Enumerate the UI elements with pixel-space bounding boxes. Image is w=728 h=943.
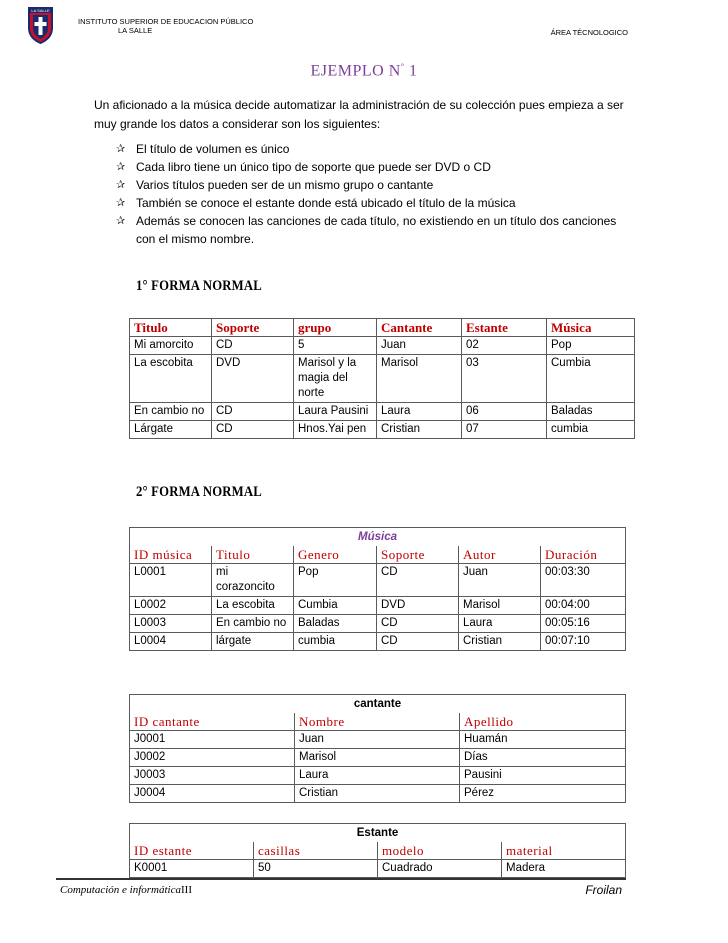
column-header: ID música: [130, 546, 212, 564]
footer-course-suffix: III: [181, 884, 192, 896]
table-cell: Cristian: [377, 421, 462, 439]
star-bullet-icon: ✰: [116, 161, 126, 173]
table-cell: Mi amorcito: [130, 337, 212, 355]
table-cell: Baladas: [294, 615, 377, 633]
star-bullet-icon: ✰: [116, 179, 126, 191]
table-row: [130, 785, 626, 803]
table-cell: 50: [254, 860, 378, 878]
table-cell: 00:04:00: [541, 597, 626, 615]
column-header: Titulo: [130, 319, 212, 337]
table-cell: lárgate: [212, 633, 294, 651]
table-cell: La escobita: [130, 355, 212, 403]
column-header: Genero: [294, 546, 377, 564]
table-cell: 00:03:30: [541, 564, 626, 597]
musica-table: [129, 527, 626, 651]
column-header: Estante: [462, 319, 547, 337]
table-cell: DVD: [377, 597, 459, 615]
table-row: [130, 860, 626, 878]
column-header: Música: [547, 319, 635, 337]
column-header: Soporte: [377, 546, 459, 564]
table-caption-row: [130, 824, 626, 843]
table-cell: 06: [462, 403, 547, 421]
table-row: [130, 597, 626, 615]
table-cell: CD: [377, 564, 459, 597]
table-cell: Laura: [377, 403, 462, 421]
column-header: Autor: [459, 546, 541, 564]
list-item: [116, 176, 626, 194]
column-header: grupo: [294, 319, 377, 337]
table-header-row: [130, 546, 626, 564]
table-cell: Pausini: [460, 767, 626, 785]
list-item-text: El título de volumen es único: [136, 142, 290, 156]
table-cell: CD: [377, 615, 459, 633]
table-cell: Juan: [377, 337, 462, 355]
list-item: [116, 140, 626, 158]
table-caption: Estante: [130, 824, 626, 843]
title-text: EJEMPLO N: [310, 62, 401, 80]
column-header: modelo: [378, 842, 502, 860]
table-cell: Juan: [459, 564, 541, 597]
table-cell: mi corazoncito: [212, 564, 294, 597]
column-header: casillas: [254, 842, 378, 860]
column-header: Cantante: [377, 319, 462, 337]
table-row: [130, 731, 626, 749]
cantante-table: [129, 694, 626, 803]
list-item: [116, 194, 626, 212]
title-degree: °: [400, 62, 405, 71]
footer-author: Froilan: [585, 883, 622, 897]
footer-course-name: Computación e informática: [60, 884, 181, 896]
table-cell: CD: [212, 421, 294, 439]
table-row: [130, 633, 626, 651]
table-cell: L0003: [130, 615, 212, 633]
first-normal-form-table: [129, 318, 635, 439]
table-header-row: [130, 319, 635, 337]
table-cell: Cumbia: [547, 355, 635, 403]
table-cell: CD: [212, 337, 294, 355]
table-cell: Lárgate: [130, 421, 212, 439]
table-cell: La escobita: [212, 597, 294, 615]
table-cell: CD: [377, 633, 459, 651]
list-item-text: Varios títulos pueden ser de un mismo grupo o cantante: [136, 178, 434, 192]
table-cell: 5: [294, 337, 377, 355]
table-cell: DVD: [212, 355, 294, 403]
table-cell: 07: [462, 421, 547, 439]
table-row: [130, 421, 635, 439]
table-header-row: [130, 713, 626, 731]
star-bullet-icon: ✰: [116, 143, 126, 155]
column-header: Titulo: [212, 546, 294, 564]
table-cell: Huamán: [460, 731, 626, 749]
table-cell: J0004: [130, 785, 295, 803]
table-cell: J0002: [130, 749, 295, 767]
estante-table: [129, 823, 626, 878]
table-cell: Madera: [502, 860, 626, 878]
table-cell: Laura Pausini: [294, 403, 377, 421]
table-cell: Cristian: [459, 633, 541, 651]
table-cell: L0004: [130, 633, 212, 651]
table-caption-row: [130, 695, 626, 714]
list-item-text: Además se conocen las canciones de cada título, no existiendo en un título dos canciones con el mismo nombre.: [136, 214, 617, 246]
table-cell: 02: [462, 337, 547, 355]
list-item: [116, 212, 626, 248]
area-label: ÁREA TÉCNOLOGICO: [550, 28, 628, 37]
footer-course: [60, 884, 192, 896]
table-row: [130, 355, 635, 403]
crest-text: LA SALLE: [31, 8, 50, 13]
table-cell: Marisol: [295, 749, 460, 767]
footer-divider: [56, 878, 626, 880]
table-cell: K0001: [130, 860, 254, 878]
institution-name: [78, 17, 253, 35]
table-cell: 03: [462, 355, 547, 403]
table-cell: Marisol: [459, 597, 541, 615]
column-header: ID cantante: [130, 713, 295, 731]
column-header: Soporte: [212, 319, 294, 337]
table-cell: Hnos.Yai pen: [294, 421, 377, 439]
table-cell: En cambio no: [130, 403, 212, 421]
section-heading-1fn: 1° FORMA NORMAL: [136, 278, 262, 294]
column-header: Nombre: [295, 713, 460, 731]
table-row: [130, 767, 626, 785]
column-header: ID estante: [130, 842, 254, 860]
column-header: Apellido: [460, 713, 626, 731]
institution-line1: INSTITUTO SUPERIOR DE EDUCACION PÚBLICO: [78, 17, 254, 26]
table-cell: Cumbia: [294, 597, 377, 615]
table-cell: cumbia: [547, 421, 635, 439]
table-cell: Baladas: [547, 403, 635, 421]
table-cell: Marisol: [377, 355, 462, 403]
list-item: [116, 158, 626, 176]
table-cell: L0002: [130, 597, 212, 615]
table-caption-row: [130, 528, 626, 547]
list-item-text: También se conoce el estante donde está ubicado el título de la música: [136, 196, 516, 210]
star-bullet-icon: ✰: [116, 197, 126, 209]
institution-line2: LA SALLE: [118, 26, 153, 35]
table-cell: Laura: [295, 767, 460, 785]
table-cell: En cambio no: [212, 615, 294, 633]
table-cell: J0003: [130, 767, 295, 785]
star-bullet-icon: ✰: [116, 215, 126, 227]
table-row: [130, 403, 635, 421]
column-header: material: [502, 842, 626, 860]
table-cell: Pérez: [460, 785, 626, 803]
table-cell: J0001: [130, 731, 295, 749]
table-cell: Pop: [294, 564, 377, 597]
table-caption: Música: [130, 528, 626, 547]
table-caption: cantante: [130, 695, 626, 714]
section-heading-2fn: 2° FORMA NORMAL: [136, 484, 262, 500]
table-cell: Pop: [547, 337, 635, 355]
table-cell: Laura: [459, 615, 541, 633]
table-cell: Cuadrado: [378, 860, 502, 878]
page-title: [0, 62, 728, 80]
column-header: Duración: [541, 546, 626, 564]
table-row: [130, 337, 635, 355]
table-cell: Marisol y la magia del norte: [294, 355, 377, 403]
table-row: [130, 615, 626, 633]
table-cell: 00:05:16: [541, 615, 626, 633]
table-cell: 00:07:10: [541, 633, 626, 651]
list-item-text: Cada libro tiene un único tipo de soporte que puede ser DVD o CD: [136, 160, 491, 174]
la-salle-crest-logo: [27, 6, 54, 44]
table-cell: CD: [212, 403, 294, 421]
table-cell: cumbia: [294, 633, 377, 651]
table-cell: Días: [460, 749, 626, 767]
table-cell: Juan: [295, 731, 460, 749]
intro-paragraph: Un aficionado a la música decide automatizar la administración de su colección pues empieza a ser muy grande los datos a considerar son los siguientes:: [94, 98, 624, 131]
table-header-row: [130, 842, 626, 860]
title-number: 1: [404, 62, 418, 80]
requirements-list: [116, 140, 626, 248]
table-row: [130, 749, 626, 767]
table-row: [130, 564, 626, 597]
table-cell: L0001: [130, 564, 212, 597]
table-cell: Cristian: [295, 785, 460, 803]
